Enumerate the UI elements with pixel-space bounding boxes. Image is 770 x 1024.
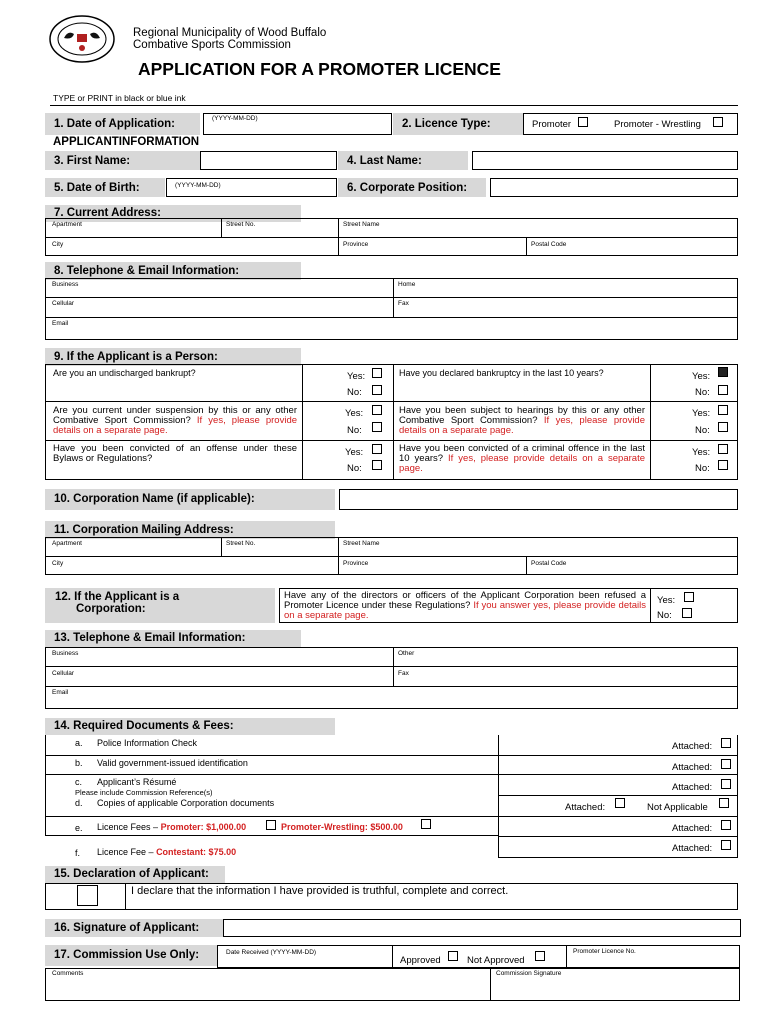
police-check-item: Police Information Check [97,738,198,748]
licence-fees-text: Licence Fees – [97,822,159,832]
street-name-field[interactable]: Street Name [343,221,380,228]
q6-no-label: No: [695,463,710,474]
page-title: APPLICATION FOR A PROMOTER LICENCE [138,59,501,79]
first-name-field[interactable] [200,151,337,170]
q1-yes-checkbox[interactable] [372,368,382,378]
grid-line [566,945,567,968]
current-address-heading: 7. Current Address: [45,205,301,222]
item-d-not-applicable-label: Not Applicable [647,802,708,813]
approved-checkbox[interactable] [448,951,458,961]
comments-signature-box [45,968,740,1001]
q4-yes-checkbox[interactable] [718,405,728,415]
corp-street-no-field[interactable]: Street No. [226,540,256,547]
applicant-information-heading: APPLICANTINFORMATION [53,136,200,148]
telephone-email-heading: 8. Telephone & Email Information: [45,262,301,280]
item-c-letter: c. [75,777,83,787]
corporation-name-field[interactable] [339,489,738,510]
corporation-mailing-address-heading: 11. Corporation Mailing Address: [45,521,335,539]
grid-line [338,537,339,575]
item-f-letter: f. [75,848,81,858]
promoter-wrestling-fee: Promoter-Wrestling: $500.00 [281,822,403,832]
suspension-question-text: Are you current under suspension by this or any other Combative Sport Commission? [53,405,297,426]
q5-no-label: No: [347,463,362,474]
suspension-question-note: If yes, please provide details on a separate page. [53,415,298,436]
corporation-name-label: 10. Corporation Name (if applicable): [45,489,335,510]
grid-line [45,686,738,687]
corp-yes-checkbox[interactable] [684,592,694,602]
q5-no-checkbox[interactable] [372,460,382,470]
corp-no-label: No: [657,610,672,621]
grid-line [498,816,738,817]
q2-no-label: No: [695,387,710,398]
first-name-label: 3. First Name: [45,151,200,170]
q6-yes-checkbox[interactable] [718,444,728,454]
corp-apartment-field[interactable]: Apartment [52,540,82,547]
home-phone-field[interactable]: Home [398,281,416,288]
signature-label: 16. Signature of Applicant: [45,919,223,937]
grid-line [45,666,738,667]
bylaw-offense-question: Have you been convicted of an offense under these Bylaws or Regulations? [53,443,297,464]
corp-street-name-field[interactable]: Street Name [343,540,380,547]
item-e-attached-checkbox[interactable] [721,820,731,830]
corp-province-field[interactable]: Province [343,560,369,567]
grid-line [45,816,498,817]
q2-yes-checkbox[interactable] [718,367,728,377]
promoter-option-label: Promoter [532,119,572,130]
grid-line [498,795,738,796]
corp-business-phone-field[interactable]: Business [52,650,79,657]
licence-fees-item [97,822,246,833]
promoter-wrestling-fee-checkbox[interactable] [421,819,431,829]
corp-telephone-email-heading: 13. Telephone & Email Information: [45,630,301,647]
corp-postal-code-field[interactable]: Postal Code [531,560,567,567]
header-divider [50,105,738,106]
grid-line [393,278,394,317]
item-c-attached-checkbox[interactable] [721,779,731,789]
q4-yes-label: Yes: [692,408,711,419]
item-b-attached-checkbox[interactable] [721,759,731,769]
criminal-offence-question-text: Have you been convicted of a criminal offence in the last 10 years? [399,443,645,464]
email-field[interactable]: Email [52,320,69,327]
q3-yes-checkbox[interactable] [372,405,382,415]
q1-yes-label: Yes: [347,371,366,382]
corp-city-field[interactable]: City [52,560,64,567]
corp-telephone-email-grid [45,647,738,709]
item-d-not-applicable-checkbox[interactable] [719,798,729,808]
grid-line [45,237,738,238]
corporation-refusal-question [284,591,646,621]
undischarged-bankrupt-question: Are you an undischarged bankrupt? [53,368,196,378]
corp-no-checkbox[interactable] [682,608,692,618]
grid-line [45,755,498,756]
grid-line [392,945,393,968]
declaration-statement: I declare that the information I have provided is truthful, complete and correct. [131,885,509,897]
corporation-refusal-text: Have any of the directors or officers of the Applicant Corporation been refused a Promoter Licence under these Regulations? [284,590,646,611]
corp-fax-field[interactable]: Fax [398,670,409,677]
promoter-fee-checkbox[interactable] [266,820,276,830]
grid-line [302,364,303,480]
grid-line [490,968,491,1001]
corporation-refusal-note: If you answer yes, please provide details on a separate page. [284,600,646,621]
item-b-attached-label: Attached: [672,762,713,773]
not-approved-label: Not Approved [467,955,525,966]
attached-column [498,735,738,858]
dob-format-hint: (YYYY-MM-DD) [175,182,221,189]
item-e-letter: e. [75,823,83,833]
date-of-birth-label: 5. Date of Birth: [45,178,165,197]
contestant-fee-item [97,847,236,858]
grid-line [221,218,222,237]
q5-yes-label: Yes: [345,447,364,458]
criminal-offence-question [399,444,645,474]
approved-label: Approved [400,955,441,966]
corp-cellular-phone-field[interactable]: Cellular [52,670,75,677]
grid-line [650,364,651,480]
corp-other-phone-field[interactable]: Other [398,650,415,657]
promoter-fee: Promoter: $1,000.00 [160,822,247,832]
item-f-attached-checkbox[interactable] [721,840,731,850]
grid-line [498,755,738,756]
promoter-wrestling-option-label: Promoter - Wrestling [614,119,701,130]
grid-line [393,364,394,480]
grid-line [45,401,738,402]
hearings-question [399,406,645,436]
commission-logo [48,14,116,64]
q4-no-label: No: [695,425,710,436]
not-approved-checkbox[interactable] [535,951,545,961]
postal-code-field[interactable]: Postal Code [531,241,567,248]
province-field[interactable]: Province [343,241,369,248]
city-field[interactable]: City [52,241,64,248]
item-c-attached-label: Attached: [672,782,713,793]
applicant-corporation-label [45,588,275,623]
grid-line [498,774,738,775]
grid-line [526,237,527,256]
comments-field[interactable]: Comments [52,970,84,977]
licence-type-label: 2. Licence Type: [393,113,523,135]
declaration-heading: 15. Declaration of Applicant: [45,866,225,883]
item-a-letter: a. [75,738,83,748]
last-name-field[interactable] [472,151,738,170]
q1-no-label: No: [347,387,362,398]
commission-use-label: 17. Commission Use Only: [45,945,217,966]
q2-no-checkbox[interactable] [718,385,728,395]
promoter-wrestling-checkbox[interactable] [713,117,723,127]
q3-no-checkbox[interactable] [372,422,382,432]
corporation-documents-item: Copies of applicable Corporation documents [97,798,275,808]
applicant-person-heading: 9. If the Applicant is a Person: [45,348,301,366]
q1-no-checkbox[interactable] [372,385,382,395]
q5-yes-checkbox[interactable] [372,444,382,454]
last-name-label: 4. Last Name: [338,151,468,170]
q6-no-checkbox[interactable] [718,460,728,470]
grid-line [498,836,738,837]
apartment-field[interactable]: Apartment [52,221,82,228]
q6-yes-label: Yes: [692,447,711,458]
street-no-field[interactable]: Street No. [226,221,256,228]
government-id-item: Valid government-issued identification [97,758,248,768]
corp-yes-label: Yes: [657,595,676,606]
item-f-attached-label: Attached: [672,843,713,854]
date-of-application-label: 1. Date of Application: [45,113,200,135]
item-d-letter: d. [75,798,83,808]
grid-line [393,647,394,686]
grid-line [45,556,738,557]
item-d-attached-checkbox[interactable] [615,798,625,808]
applicant-signature-field[interactable] [223,919,741,937]
grid-line [338,218,339,256]
ink-instructions: TYPE or PRINT in black or blue ink [53,93,186,103]
date-received-field[interactable]: Date Received (YYYY-MM-DD) [226,949,317,956]
promoter-checkbox[interactable] [578,117,588,127]
grid-line [45,774,498,775]
applicant-corporation-label-line1: 12. If the Applicant is a [55,591,180,603]
telephone-email-grid [45,278,738,340]
q4-no-checkbox[interactable] [718,422,728,432]
item-d-attached-label: Attached: [565,802,606,813]
q2-yes-label: Yes: [692,371,711,382]
grid-line [125,883,126,910]
corp-email-field[interactable]: Email [52,689,69,696]
contestant-fee-text: Licence Fee – [97,847,154,857]
grid-line [526,556,527,575]
required-documents-heading: 14. Required Documents & Fees: [45,718,335,735]
commission-signature-field[interactable]: Commission Signature [496,970,562,977]
date-format-hint: (YYYY-MM-DD) [212,115,258,122]
q3-no-label: No: [347,425,362,436]
business-phone-field[interactable]: Business [52,281,79,288]
item-a-attached-checkbox[interactable] [721,738,731,748]
corporate-position-field[interactable] [490,178,738,197]
cellular-phone-field[interactable]: Cellular [52,300,75,307]
suspension-question [53,406,297,436]
org-name: Regional Municipality of Wood Buffalo [133,27,327,39]
grid-line [221,537,222,556]
declared-bankruptcy-question: Have you declared bankruptcy in the last 10 years? [399,368,604,378]
contestant-fee: Contestant: $75.00 [156,847,237,857]
resume-reference-note: Please include Commission Reference(s) [75,788,213,797]
applicant-corporation-label-line2: Corporation: [76,603,146,615]
q3-yes-label: Yes: [345,408,364,419]
fax-field[interactable]: Fax [398,300,409,307]
hearings-question-note: If yes, please provide details on a separate page. [399,415,645,436]
org-commission: Combative Sports Commission [133,39,291,51]
declaration-checkbox[interactable] [77,885,98,906]
grid-line [45,297,738,298]
grid-line [45,440,738,441]
item-e-attached-label: Attached: [672,823,713,834]
item-b-letter: b. [75,758,83,768]
grid-line [45,317,738,318]
corporate-position-label: 6. Corporate Position: [338,178,486,197]
resume-item: Applicant’s Résumé [97,777,177,787]
promoter-licence-no-field[interactable]: Promoter Licence No. [573,948,636,955]
grid-line [650,588,651,623]
criminal-offence-question-note: If yes, please provide details on a separate page. [399,453,645,474]
hearings-question-text: Have you been subject to hearings by this or any other Combative Sport Commission? [399,405,645,426]
item-a-attached-label: Attached: [672,741,713,752]
